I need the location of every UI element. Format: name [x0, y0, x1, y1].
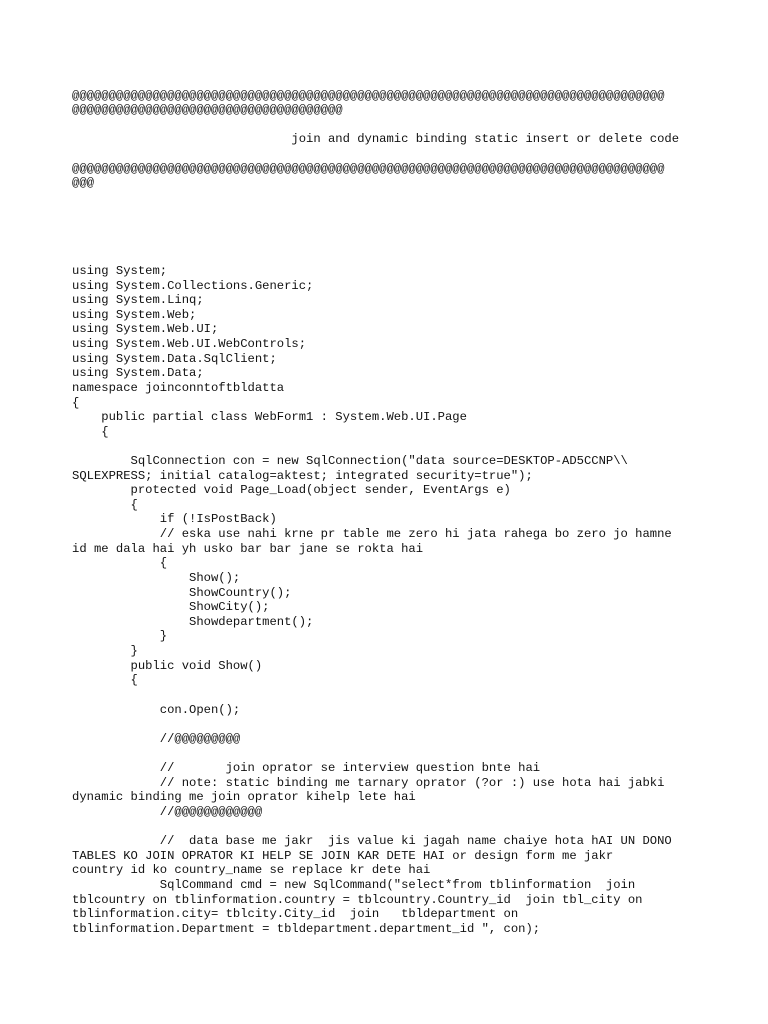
code-line: {: [72, 395, 80, 410]
code-line: SQLEXPRESS; initial catalog=aktest; integrated security=true");: [72, 468, 533, 483]
code-line: country id ko country_name se replace kr dete hai: [72, 863, 431, 878]
code-line: {: [72, 673, 138, 688]
code-line: }: [72, 644, 138, 659]
code-line: {: [72, 556, 168, 571]
code-line: using System.Data.SqlClient;: [72, 351, 277, 366]
code-line: using System.Collections.Generic;: [72, 278, 314, 293]
code-line: protected void Page_Load(object sender, EventArgs e): [72, 483, 511, 498]
code-line: tblcountry on tblinformation.country = tblcountry.Country_id join tbl_city on: [72, 892, 643, 907]
code-line: Show();: [72, 570, 241, 585]
code-line: dynamic binding me join oprator kihelp lete hai: [72, 790, 416, 805]
code-line: using System.Data;: [72, 366, 204, 381]
code-line: SqlConnection con = new SqlConnection("data source=DESKTOP-AD5CCNP\\: [72, 454, 628, 468]
header-separator-line: @@@@@@@@@@@@@@@@@@@@@@@@@@@@@@@@@@@@@@@@@@@@@@@@@@@@@@@@@@@@@@@@@@@@@@@@@@@@@@@@@: [72, 88, 665, 103]
code-line: public partial class WebForm1 : System.Web.UI.Page: [72, 410, 467, 425]
code-line: TABLES KO JOIN OPRATOR KI HELP SE JOIN KAR DETE HAI or design form me jakr: [72, 848, 614, 863]
code-comment-line: // eska use nahi krne pr table me zero hi jata rahega bo zero jo hamne: [72, 527, 672, 542]
title-separator-line: @@@: [72, 176, 94, 191]
code-comment-line: //@@@@@@@@@@@@: [72, 804, 263, 819]
code-comment-line: // data base me jakr jis value ki jagah name chaiye hota hAI UN DONO: [72, 834, 672, 849]
code-line: using System.Linq;: [72, 293, 204, 308]
code-line: id me dala hai yh usko bar bar jane se rokta hai: [72, 541, 424, 556]
code-comment-line: //@@@@@@@@@: [72, 731, 241, 746]
title-separator-line: @@@@@@@@@@@@@@@@@@@@@@@@@@@@@@@@@@@@@@@@@@@@@@@@@@@@@@@@@@@@@@@@@@@@@@@@@@@@@@@@@: [72, 161, 665, 176]
code-line: public void Show(): [72, 658, 263, 673]
code-line: ShowCity();: [72, 600, 270, 615]
code-line: using System.Web;: [72, 307, 197, 322]
code-line: }: [72, 629, 168, 644]
code-comment-line: // note: static binding me tarnary oprator (?or :) use hota hai jabki: [72, 775, 665, 790]
code-line: if (!IsPostBack): [72, 512, 277, 527]
header-separator-line: @@@@@@@@@@@@@@@@@@@@@@@@@@@@@@@@@@@@@: [72, 103, 343, 118]
code-line: using System;: [72, 263, 168, 278]
code-line: tblinformation.city= tblcity.City_id join tbldepartment on: [72, 907, 519, 922]
code-line: {: [72, 424, 109, 439]
code-line: using System.Web.UI.WebControls;: [72, 337, 307, 352]
code-line: ShowCountry();: [72, 585, 292, 600]
code-line: SqlCommand cmd = new SqlCommand("select*from tblinformation join: [72, 877, 636, 892]
code-line: using System.Web.UI;: [72, 322, 219, 337]
document-title: join and dynamic binding static insert or delete code: [72, 132, 680, 147]
code-line: namespace joinconntoftbldatta: [72, 380, 285, 395]
code-line: {: [72, 497, 138, 512]
code-line: con.Open();: [72, 702, 241, 717]
code-line: Showdepartment();: [72, 614, 314, 629]
code-line: tblinformation.Department = tbldepartment.department_id ", con);: [72, 921, 541, 936]
code-comment-line: // join oprator se interview question bnte hai: [72, 761, 541, 776]
